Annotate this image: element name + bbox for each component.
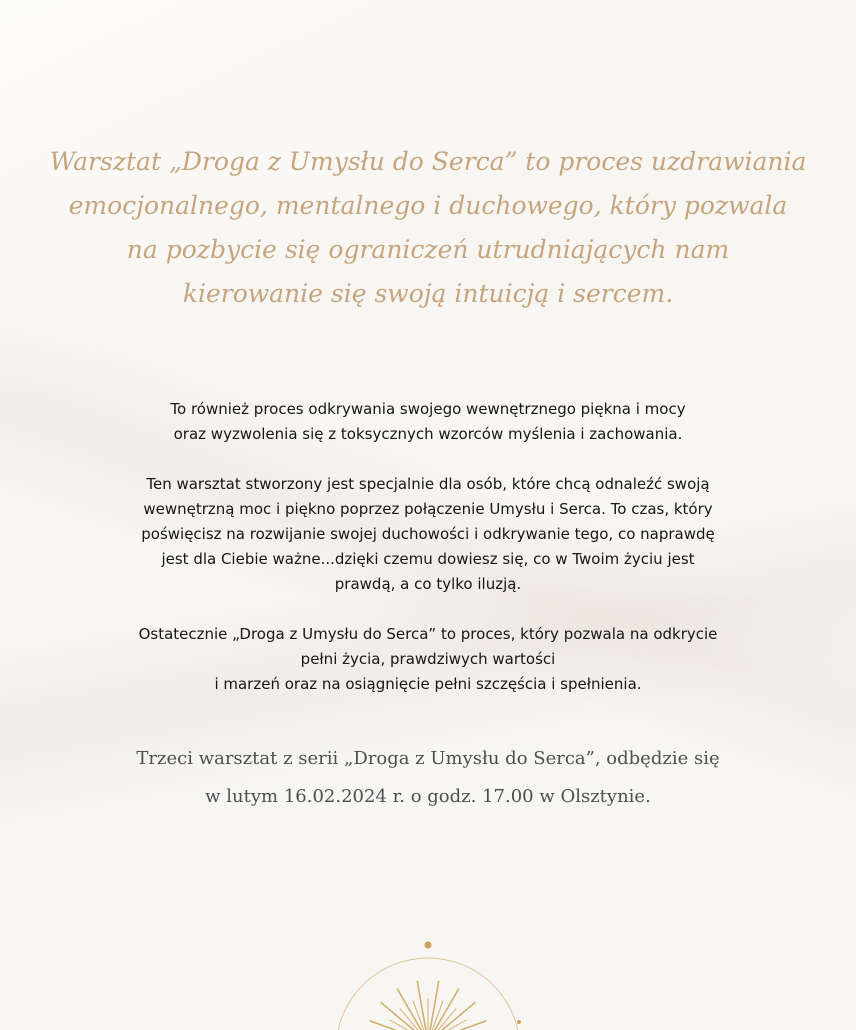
paragraph-line: To również proces odkrywania swojego wewnętrznego piękna i mocy — [170, 400, 686, 418]
paragraph-line: Ostatecznie „Droga z Umysłu do Serca” to proces, który pozwala na odkrycie — [138, 625, 718, 643]
headline-line: na pozbycie się ograniczeń utrudniających nam — [126, 235, 730, 264]
sunburst-ray — [428, 981, 439, 1030]
announcement-line: w lutym 16.02.2024 r. o godz. 17.00 w Olsztynie. — [205, 786, 651, 807]
paragraph-2 — [60, 472, 796, 597]
paragraph-line: i marzeń oraz na osiągnięcie pełni szczęścia i spełnienia. — [214, 675, 642, 693]
body-text — [60, 397, 796, 722]
paragraph-line: oraz wyzwolenia się z toksycznych wzorców myślenia i zachowania. — [173, 425, 683, 443]
ornament-dot — [517, 1020, 521, 1024]
sunburst-ray — [417, 981, 428, 1030]
paragraph-line: wewnętrzną moc i piękno poprzez połączenie Umysłu i Serca. To czas, który — [143, 500, 713, 518]
ornament-dot — [425, 942, 432, 949]
paragraph-line: prawdą, a co tylko iluzją. — [334, 575, 522, 593]
headline — [40, 140, 816, 316]
paragraph-line: jest dla Ciebie ważne...dzięki czemu dowiesz się, co w Twoim życiu jest — [161, 550, 695, 568]
event-announcement — [40, 740, 816, 816]
headline-line: emocjonalnego, mentalnego i duchowego, który pozwala — [68, 191, 788, 220]
sunburst-ray — [428, 1002, 475, 1030]
sunburst-rays — [366, 981, 490, 1030]
paragraph-line: pełni życia, prawdziwych wartości — [300, 650, 556, 668]
headline-line: kierowanie się swoją intuicją i sercem. — [182, 279, 674, 308]
paragraph-line: poświęcisz na rozwijanie swojej duchowości i odkrywanie tego, co naprawdę — [141, 525, 715, 543]
announcement-line: Trzeci warsztat z serii „Droga z Umysłu do Serca”, odbędzie się — [136, 748, 720, 769]
sunburst-ray — [381, 1002, 428, 1030]
paragraph-line: Ten warsztat stworzony jest specjalnie dla osób, które chcą odnaleźć swoją — [146, 475, 710, 493]
golden-sunburst-icon — [318, 930, 538, 1030]
headline-line: Warsztat „Droga z Umysłu do Serca” to proces uzdrawiania — [49, 147, 807, 176]
paragraph-3 — [60, 622, 796, 697]
paragraph-1 — [60, 397, 796, 447]
